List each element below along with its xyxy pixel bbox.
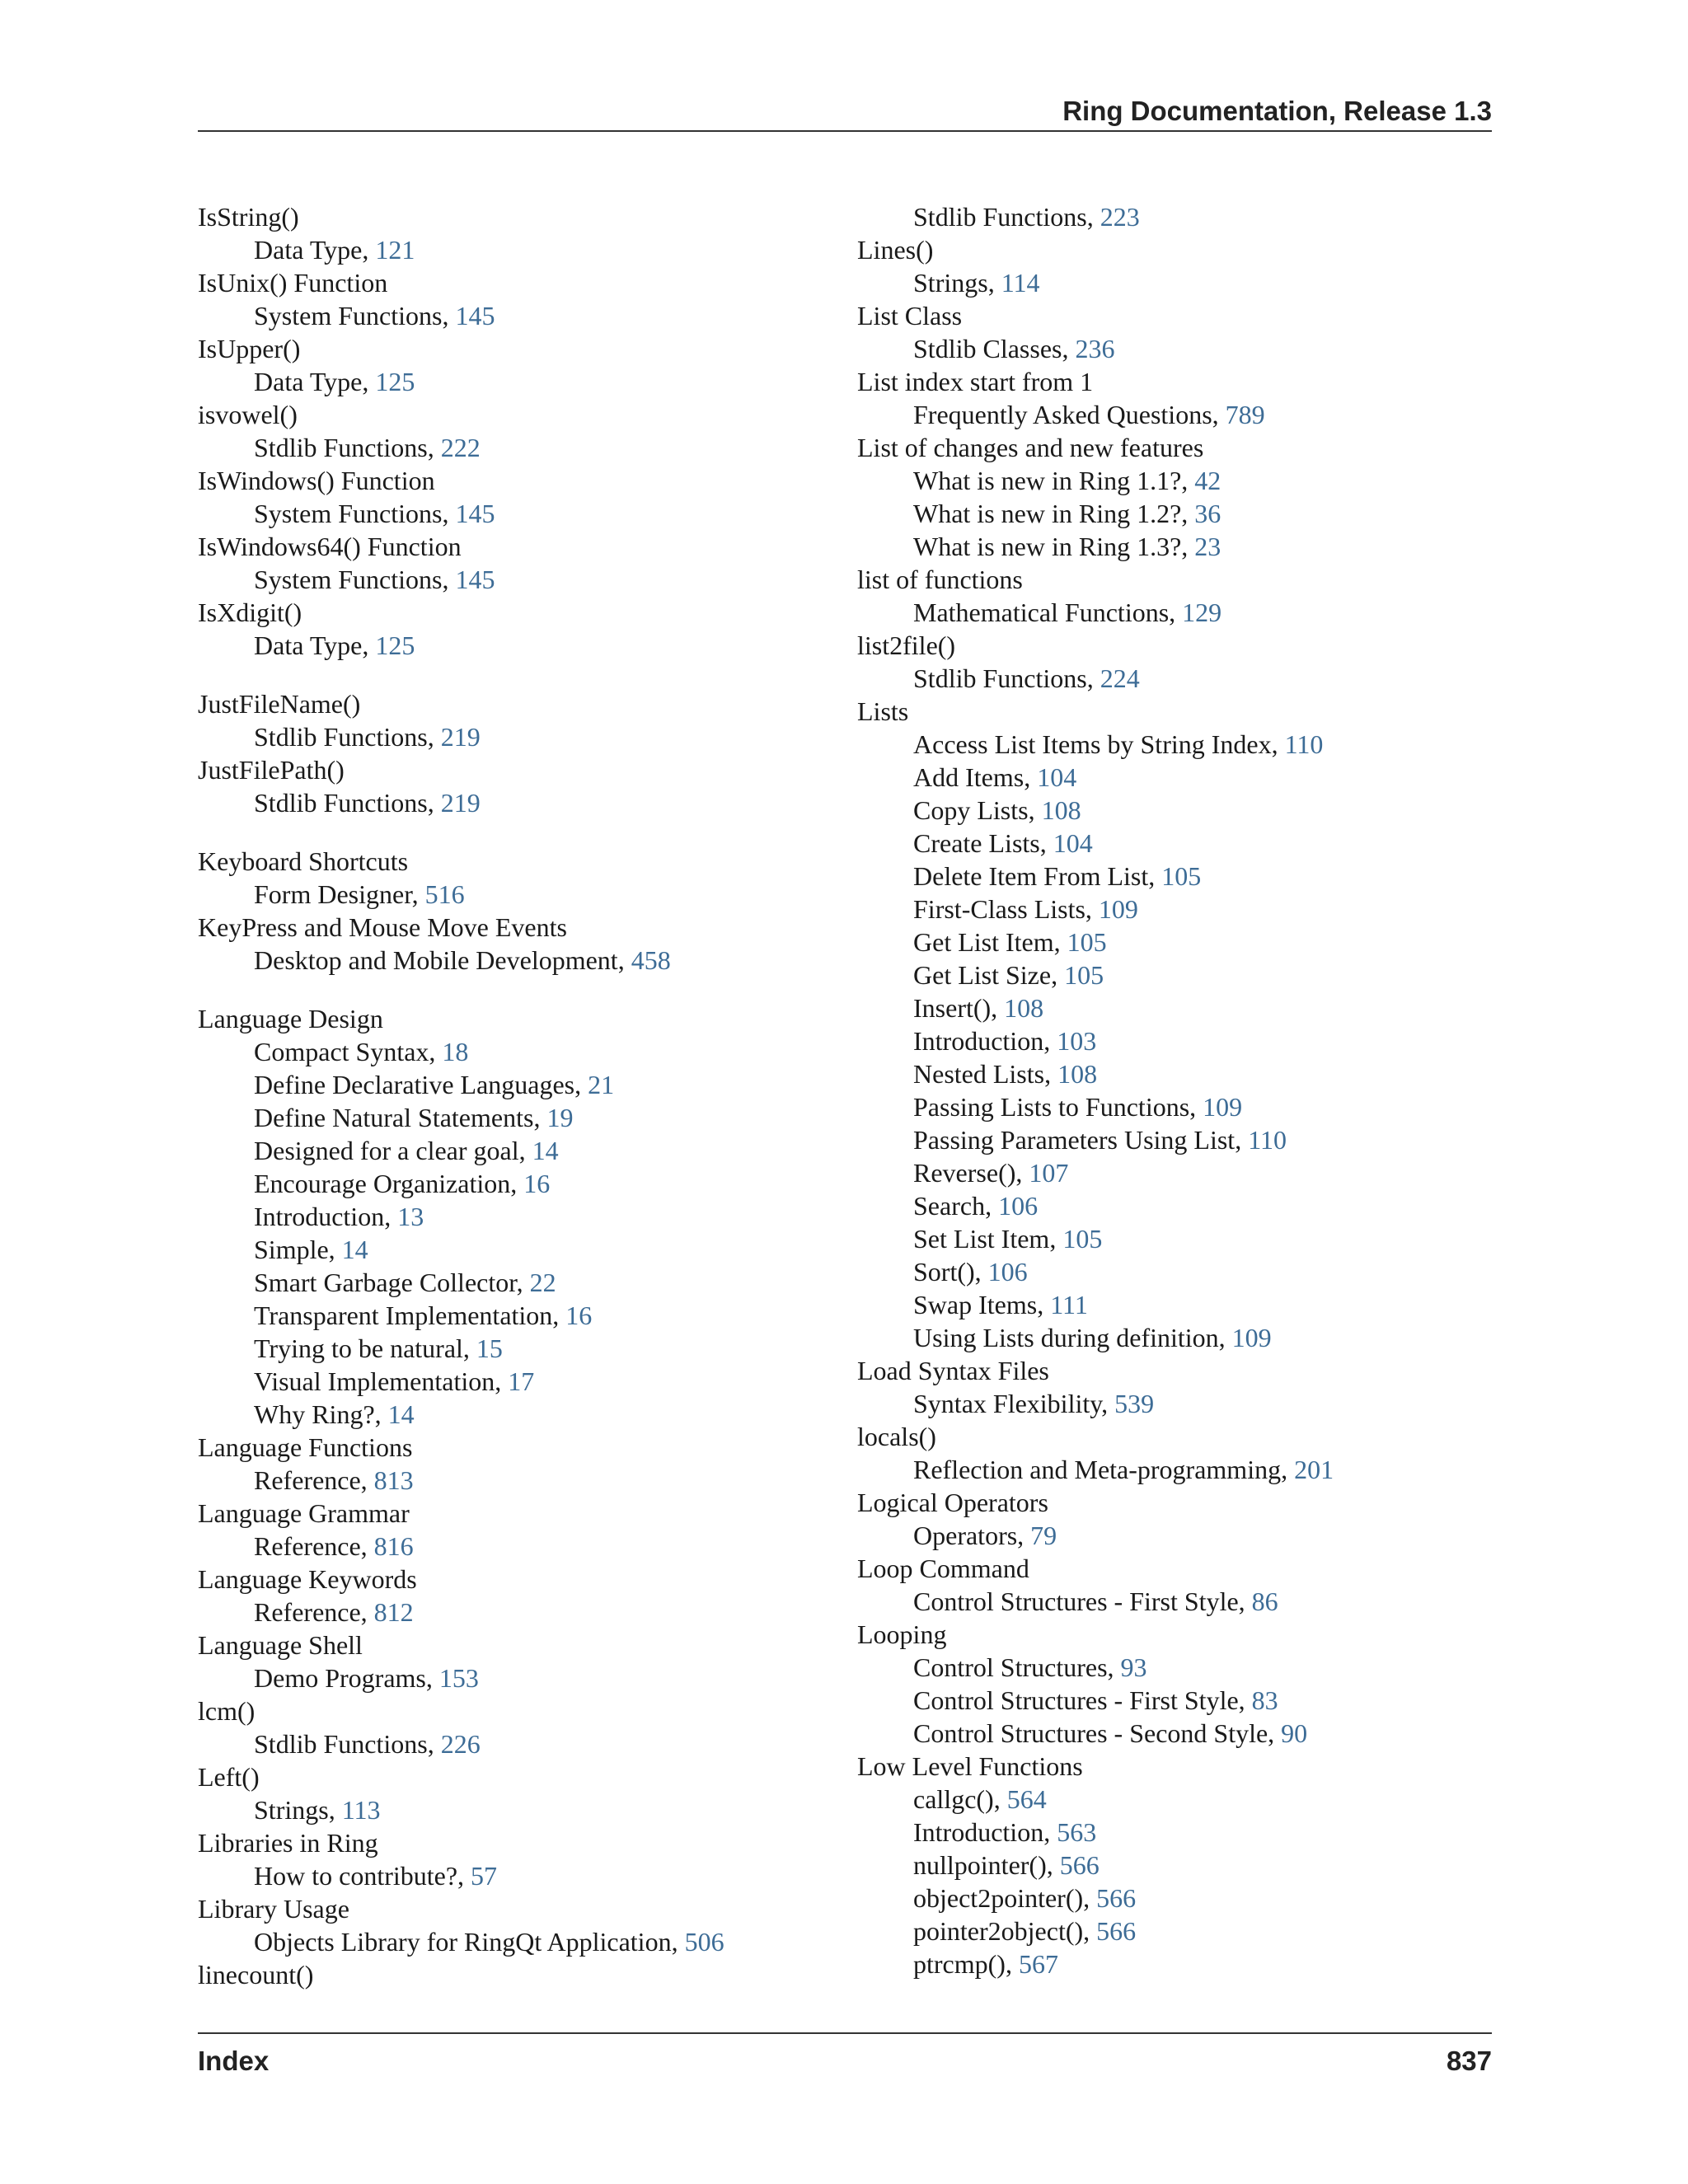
index-subentry [198,1530,841,1563]
index-term: Low Level Functions [857,1751,1083,1781]
page-reference-link[interactable]: 109 [1098,894,1138,924]
index-term: Keyboard Shortcuts [198,846,409,876]
index-subentry [857,332,1500,365]
index-term: JustFileName() [198,689,361,719]
page-reference-link[interactable]: 516 [424,879,465,909]
subentry-label: Control Structures, [913,1652,1121,1682]
index-term: Left() [198,1762,260,1792]
page-reference-link[interactable]: 153 [438,1663,479,1693]
index-subentry [198,1167,841,1200]
subentry-label: pointer2object(), [913,1916,1097,1946]
subentry-label: Insert(), [913,993,1005,1023]
page-reference-link[interactable]: 90 [1281,1718,1308,1748]
page-reference-link[interactable]: 105 [1067,927,1107,957]
index-entry [198,464,841,530]
index-entry [198,1629,841,1694]
index-term: IsUpper() [198,334,301,363]
page-reference-link[interactable]: 108 [1041,795,1081,825]
index-term: Logical Operators [857,1488,1048,1517]
subentry-label: Visual Implementation, [254,1366,509,1396]
page-reference-link[interactable]: 563 [1057,1817,1097,1847]
index-subentry [857,1156,1500,1189]
subentry-label: How to contribute?, [254,1861,471,1891]
page-reference-link[interactable]: 223 [1100,202,1140,232]
page-reference-link[interactable]: 121 [375,235,415,265]
page-reference-link[interactable]: 224 [1100,663,1140,693]
page-reference-link[interactable]: 23 [1194,532,1221,561]
index-entry [857,200,1500,233]
index-subentry [198,1793,841,1826]
index-subentry [198,431,841,464]
subentry-label: Copy Lists, [913,795,1042,825]
page-reference-link[interactable]: 13 [397,1202,424,1231]
index-subentry [198,1727,841,1760]
page-reference-link[interactable]: 566 [1096,1883,1137,1913]
index-term: JustFilePath() [198,755,345,785]
subentry-label: Syntax Flexibility, [913,1389,1115,1418]
index-term: Lines() [857,235,934,265]
index-subentry [198,1464,841,1497]
page-reference-link[interactable]: 816 [373,1531,414,1561]
page-reference-link[interactable]: 226 [440,1729,481,1759]
index-entry [857,695,1500,1354]
index-subentry [857,1123,1500,1156]
page-reference-link[interactable]: 458 [631,945,671,975]
index-subentry [198,365,841,398]
index-entry [857,365,1500,431]
index-subentry [857,1387,1500,1420]
subentry-label: Strings, [254,1795,342,1825]
index-subentry [857,266,1500,299]
index-subentry [198,1859,841,1892]
index-term: Language Functions [198,1432,413,1462]
index-subentry [857,1057,1500,1090]
page-reference-link[interactable]: 789 [1225,400,1265,429]
index-term: IsUnix() Function [198,268,388,298]
page-reference-link[interactable]: 17 [508,1366,535,1396]
page-reference-link[interactable]: 506 [684,1927,724,1957]
page-reference-link[interactable]: 219 [440,788,481,818]
subentry-label: Mathematical Functions, [913,598,1183,627]
page-reference-link[interactable]: 113 [341,1795,381,1825]
index-entry [198,398,841,464]
subentry-label: Stdlib Functions, [254,1729,441,1759]
index-subentry [857,728,1500,761]
page-reference-link[interactable]: 125 [375,630,415,660]
page-reference-link[interactable]: 79 [1030,1521,1057,1550]
subentry-label: Using Lists during definition, [913,1323,1232,1352]
subentry-label: Get List Item, [913,927,1067,957]
index-entry [857,1552,1500,1618]
subentry-label: Transparent Implementation, [254,1301,566,1330]
index-term: List index start from 1 [857,367,1094,396]
subentry-label: Stdlib Functions, [254,433,441,462]
page-reference-link[interactable]: 22 [529,1268,556,1297]
index-subentry [198,563,841,596]
index-subentry [857,497,1500,530]
index-entry [198,596,841,662]
index-subentry [857,464,1500,497]
footer-section-label: Index [198,2046,270,2076]
index-subentry [857,1453,1500,1486]
subentry-label: System Functions, [254,301,456,330]
index-entry [198,332,841,398]
subentry-label: Data Type, [254,630,376,660]
index-subentry [198,1332,841,1365]
subentry-label: Add Items, [913,762,1038,792]
subentry-label: Simple, [254,1235,342,1264]
index-subentry [857,1783,1500,1816]
index-term: linecount() [198,1960,314,1990]
index-entry [857,1618,1500,1750]
index-subentry [857,1189,1500,1222]
page-reference-link[interactable]: 145 [455,565,495,594]
index-term: Language Design [198,1004,383,1033]
index-subentry [857,200,1500,233]
index-subentry [857,827,1500,860]
subentry-label: Reflection and Meta-programming, [913,1455,1295,1484]
page-reference-link[interactable]: 103 [1057,1026,1097,1056]
subentry-label: Stdlib Functions, [913,202,1100,232]
subentry-label: Form Designer, [254,879,425,909]
index-term: List Class [857,301,963,330]
index-subentry [198,1068,841,1101]
index-subentry [857,1816,1500,1849]
page-reference-link[interactable]: 125 [375,367,415,396]
index-term: IsString() [198,202,299,232]
subentry-label: Objects Library for RingQt Application, [254,1927,685,1957]
index-entry [198,1497,841,1563]
subentry-label: System Functions, [254,499,456,528]
index-term: IsWindows() Function [198,466,435,495]
index-term: IsXdigit() [198,598,302,627]
page-reference-link[interactable]: 105 [1064,960,1104,990]
index-entry [198,1431,841,1497]
index-subentry [857,893,1500,926]
subentry-label: Stdlib Functions, [254,722,441,752]
index-term: isvowel() [198,400,298,429]
subentry-label: Swap Items, [913,1290,1051,1319]
index-subentry [198,497,841,530]
subentry-label: Introduction, [254,1202,398,1231]
page-reference-link[interactable]: 93 [1120,1652,1147,1682]
subentry-label: What is new in Ring 1.3?, [913,532,1195,561]
page-reference-link[interactable]: 83 [1251,1685,1278,1715]
index-column-right [857,200,1500,1980]
index-subentry [857,1024,1500,1057]
page-reference-link[interactable]: 813 [373,1465,414,1495]
index-subentry [198,1596,841,1629]
index-subentry [198,878,841,911]
index-term: Language Grammar [198,1498,410,1528]
page-reference-link[interactable]: 110 [1284,729,1324,759]
index-subentry [857,1684,1500,1717]
index-subentry [198,720,841,753]
index-subentry [198,299,841,332]
page-number: 837 [1446,2046,1492,2076]
page-reference-link[interactable]: 42 [1194,466,1221,495]
index-subentry [198,1035,841,1068]
subentry-label: Why Ring?, [254,1399,388,1429]
index-subentry [198,1134,841,1167]
page-reference-link[interactable]: 36 [1194,499,1221,528]
subentry-label: object2pointer(), [913,1883,1097,1913]
index-subentry [857,860,1500,893]
index-subentry [857,794,1500,827]
index-subentry [857,1090,1500,1123]
page-reference-link[interactable]: 564 [1006,1784,1047,1814]
index-subentry [857,1882,1500,1915]
subentry-label: callgc(), [913,1784,1007,1814]
page-reference-link[interactable]: 19 [546,1103,574,1132]
subentry-label: Sort(), [913,1257,988,1286]
index-subentry [857,1915,1500,1947]
index-entry [198,1694,841,1760]
page-reference-link[interactable]: 86 [1251,1586,1278,1616]
index-subentry [857,1717,1500,1750]
index-term: Language Keywords [198,1564,417,1594]
subentry-label: Nested Lists, [913,1059,1058,1089]
subentry-label: Reference, [254,1531,374,1561]
subentry-label: Define Natural Statements, [254,1103,547,1132]
index-entry [857,299,1500,365]
index-entry [857,1420,1500,1486]
index-entry [198,200,841,266]
page-reference-link[interactable]: 104 [1037,762,1077,792]
index-subentry [198,233,841,266]
subentry-label: Set List Item, [913,1224,1063,1254]
page-reference-link[interactable]: 106 [998,1191,1039,1221]
page-reference-link[interactable]: 16 [565,1301,593,1330]
index-subentry [198,629,841,662]
index-entry [198,1002,841,1431]
index-term: List of changes and new features [857,433,1204,462]
index-subentry [198,786,841,819]
index-subentry [857,926,1500,958]
page-reference-link[interactable]: 105 [1161,861,1202,891]
index-subentry [857,1321,1500,1354]
index-subentry [198,1200,841,1233]
page-reference-link[interactable]: 566 [1096,1916,1137,1946]
index-entry [857,1486,1500,1552]
subentry-label: Demo Programs, [254,1663,439,1693]
page-reference-link[interactable]: 109 [1203,1092,1243,1122]
index-term: Libraries in Ring [198,1828,378,1858]
page-reference-link[interactable]: 14 [387,1399,415,1429]
subentry-label: Control Structures - Second Style, [913,1718,1282,1748]
page-reference-link[interactable]: 236 [1075,334,1115,363]
page-reference-link[interactable]: 16 [523,1169,551,1198]
index-entry [198,911,841,977]
index-entry [857,233,1500,299]
index-entry [857,629,1500,695]
page-reference-link[interactable]: 107 [1029,1158,1069,1188]
index-subentry [198,1233,841,1266]
index-subentry [857,1288,1500,1321]
index-subentry [857,958,1500,991]
page-reference-link[interactable]: 57 [471,1861,498,1891]
page-reference-link[interactable]: 114 [1001,268,1040,298]
subentry-label: Passing Parameters Using List, [913,1125,1249,1155]
subentry-label: Operators, [913,1521,1031,1550]
subentry-label: System Functions, [254,565,456,594]
index-subentry [198,1299,841,1332]
subentry-label: Reference, [254,1597,374,1627]
subentry-label: Frequently Asked Questions, [913,400,1226,429]
index-term: list2file() [857,630,956,660]
index-term: Language Shell [198,1630,363,1660]
running-title: Ring Documentation, Release 1.3 [1062,96,1492,126]
index-subentry [857,1849,1500,1882]
subentry-label: Search, [913,1191,999,1221]
page-header [198,92,1492,132]
subentry-label: Delete Item From List, [913,861,1162,891]
index-term: locals() [857,1422,936,1451]
page-reference-link[interactable]: 109 [1231,1323,1272,1352]
index-term: IsWindows64() Function [198,532,462,561]
index-entry [198,1563,841,1629]
index-entry [198,1826,841,1892]
index-subentry [857,761,1500,794]
subentry-label: Designed for a clear goal, [254,1136,532,1165]
index-subentry [198,1398,841,1431]
page-reference-link[interactable]: 104 [1053,828,1093,858]
subentry-label: Introduction, [913,1817,1057,1847]
index-term: Loop Command [857,1554,1029,1583]
subentry-label: Data Type, [254,367,376,396]
page-reference-link[interactable]: 110 [1248,1125,1287,1155]
index-term: Load Syntax Files [857,1356,1049,1385]
subentry-label: Trying to be natural, [254,1333,476,1363]
subentry-label: Reverse(), [913,1158,1029,1188]
page-reference-link[interactable]: 145 [455,499,495,528]
page-reference-link[interactable]: 201 [1294,1455,1334,1484]
index-entry [198,687,841,753]
page-reference-link[interactable]: 18 [442,1037,469,1066]
subentry-label: Control Structures - First Style, [913,1685,1252,1715]
subentry-label: Data Type, [254,235,376,265]
subentry-label: Stdlib Functions, [913,663,1100,693]
index-entry [198,845,841,911]
index-subentry [857,1947,1500,1980]
index-subentry [857,596,1500,629]
index-term: list of functions [857,565,1023,594]
subentry-label: Encourage Organization, [254,1169,524,1198]
subentry-label: Smart Garbage Collector, [254,1268,530,1297]
subentry-label: What is new in Ring 1.2?, [913,499,1195,528]
subentry-label: nullpointer(), [913,1850,1060,1880]
index-subentry [198,1266,841,1299]
subentry-label: Strings, [913,268,1001,298]
index-entry [198,1892,841,1958]
index-subentry [857,1255,1500,1288]
index-entry [857,563,1500,629]
index-entry [857,431,1500,563]
subentry-label: Get List Size, [913,960,1065,990]
page-reference-link[interactable]: 219 [440,722,481,752]
index-entry [198,1760,841,1826]
subentry-label: Control Structures - First Style, [913,1586,1252,1616]
index-subentry [857,662,1500,695]
page-reference-link[interactable]: 14 [532,1136,559,1165]
index-term: Lists [857,696,909,726]
index-subentry [857,991,1500,1024]
index-subentry [198,1925,841,1958]
index-subentry [857,1222,1500,1255]
index-term: Library Usage [198,1894,349,1924]
index-subentry [198,1101,841,1134]
page-reference-link[interactable]: 567 [1018,1949,1058,1979]
index-subentry [198,944,841,977]
index-subentry [857,398,1500,431]
subentry-label: Desktop and Mobile Development, [254,945,631,975]
page-reference-link[interactable]: 105 [1062,1224,1103,1254]
index-entry [198,266,841,332]
page-reference-link[interactable]: 111 [1050,1290,1088,1319]
page-reference-link[interactable]: 566 [1059,1850,1100,1880]
page-footer [198,2032,1492,2083]
page-reference-link[interactable]: 15 [476,1333,503,1363]
index-entry [857,1354,1500,1420]
index-entry [198,530,841,596]
page-reference-link[interactable]: 108 [1004,993,1044,1023]
page-reference-link[interactable]: 106 [987,1257,1028,1286]
index-entry [198,753,841,819]
index-term: KeyPress and Mouse Move Events [198,912,567,942]
page-reference-link[interactable]: 812 [373,1597,414,1627]
page-reference-link[interactable]: 14 [341,1235,368,1264]
subentry-label: Compact Syntax, [254,1037,443,1066]
index-term: Looping [857,1619,947,1649]
index-subentry [198,1365,841,1398]
subentry-label: Reference, [254,1465,374,1495]
subentry-label: Stdlib Functions, [254,788,441,818]
index-subentry [198,1661,841,1694]
index-subentry [857,1585,1500,1618]
page-reference-link[interactable]: 222 [440,433,481,462]
page-reference-link[interactable]: 145 [455,301,495,330]
subentry-label: Create Lists, [913,828,1053,858]
subentry-label: First-Class Lists, [913,894,1099,924]
index-entry [198,1958,841,1991]
index-subentry [857,530,1500,563]
subentry-label: What is new in Ring 1.1?, [913,466,1195,495]
index-subentry [857,1651,1500,1684]
index-column-left [198,200,841,1991]
subentry-label: Access List Items by String Index, [913,729,1285,759]
page-reference-link[interactable]: 108 [1057,1059,1098,1089]
index-entry [857,1750,1500,1980]
subentry-label: Introduction, [913,1026,1057,1056]
subentry-label: Define Declarative Languages, [254,1070,588,1099]
page-reference-link[interactable]: 129 [1182,598,1222,627]
index-subentry [857,1519,1500,1552]
index-term: lcm() [198,1696,256,1726]
subentry-label: ptrcmp(), [913,1949,1019,1979]
page-reference-link[interactable]: 21 [588,1070,615,1099]
page-reference-link[interactable]: 539 [1114,1389,1155,1418]
subentry-label: Stdlib Classes, [913,334,1076,363]
subentry-label: Passing Lists to Functions, [913,1092,1203,1122]
